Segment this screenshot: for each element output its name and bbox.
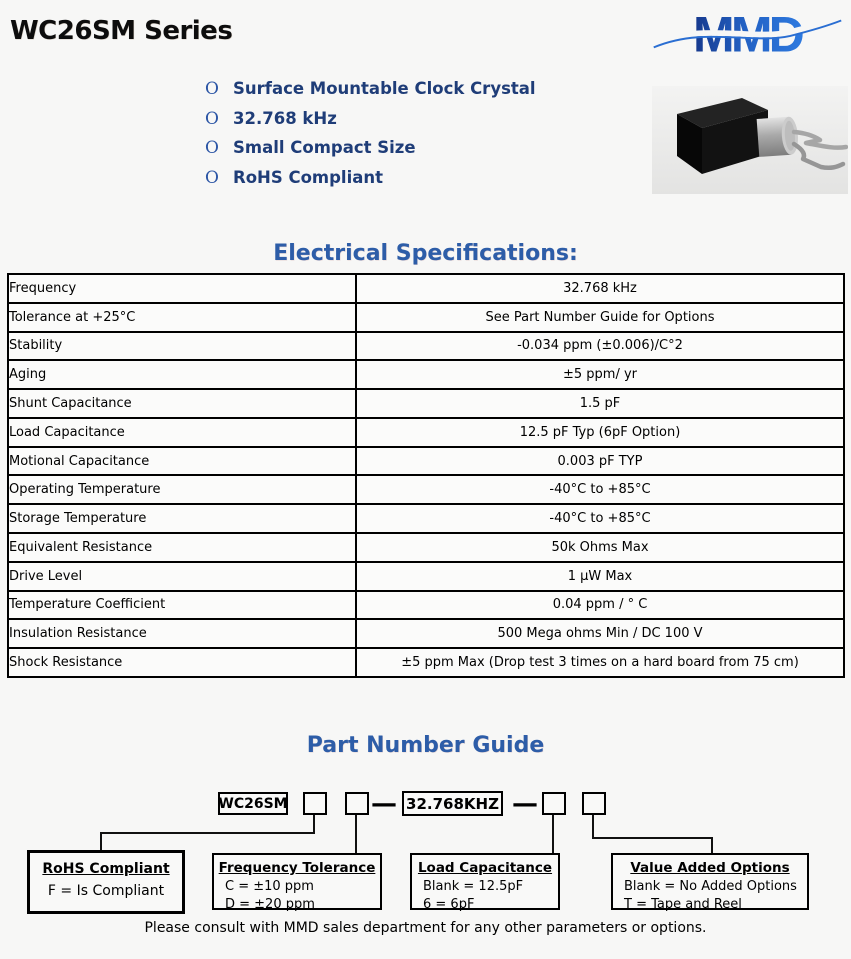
- spec-parameter: Drive Level: [8, 562, 356, 591]
- pn-field-rohs: [303, 792, 327, 815]
- spec-value: -40°C to +85°C: [356, 475, 844, 504]
- spec-row: [8, 648, 844, 677]
- spec-parameter: Tolerance at +25°C: [8, 303, 356, 332]
- spec-value: 32.768 kHz: [356, 274, 844, 303]
- bullet-icon: O: [205, 108, 219, 129]
- pn-separator-dash: —: [512, 789, 538, 819]
- feature-label: Small Compact Size: [233, 138, 416, 157]
- spec-value: ±5 ppm/ yr: [356, 360, 844, 389]
- option-line: 6 = 6pF: [423, 897, 475, 913]
- bullet-icon: O: [205, 138, 219, 158]
- spec-value: 0.003 pF TYP: [356, 447, 844, 476]
- spec-value: -40°C to +85°C: [356, 504, 844, 533]
- spec-value: 12.5 pF Typ (6pF Option): [356, 418, 844, 447]
- spec-row: [8, 447, 844, 476]
- spec-parameter: Operating Temperature: [8, 475, 356, 504]
- spec-row: [8, 360, 844, 389]
- electrical-specs-heading: Electrical Specifications:: [273, 241, 578, 266]
- option-line: T = Tape and Reel: [624, 897, 742, 913]
- spec-value: See Part Number Guide for Options: [356, 303, 844, 332]
- spec-parameter: Insulation Resistance: [8, 619, 356, 648]
- option-box-value-added-options: [611, 853, 809, 913]
- pn-field-value-added-options: [582, 792, 606, 815]
- feature-label: Surface Mountable Clock Crystal: [233, 79, 536, 98]
- part-number-guide-heading: Part Number Guide: [306, 733, 545, 758]
- spec-parameter: Load Capacitance: [8, 418, 356, 447]
- bullet-icon: O: [205, 79, 219, 99]
- option-title: Value Added Options: [630, 860, 790, 876]
- option-box-frequency-tolerance: [212, 853, 382, 913]
- spec-row: [8, 533, 844, 562]
- spec-value: 1.5 pF: [356, 389, 844, 418]
- pn-field-load-capacitance: [542, 792, 566, 815]
- option-title: Load Capacitance: [417, 860, 553, 876]
- electrical-specs-table: [7, 273, 845, 678]
- option-title: RoHS Compliant: [42, 861, 170, 877]
- option-line: C = ±10 ppm: [225, 879, 314, 894]
- spec-value: 1 µW Max: [356, 562, 844, 591]
- feature-list: [205, 79, 536, 197]
- option-box-load-capacitance: [410, 853, 560, 913]
- mmd-logo-text: MMD: [693, 8, 801, 58]
- feature-label: RoHS Compliant: [233, 167, 384, 187]
- spec-value: 50k Ohms Max: [356, 533, 844, 562]
- spec-row: [8, 332, 844, 361]
- option-box-rohs-compliant: [27, 850, 185, 914]
- spec-row: [8, 303, 844, 332]
- option-line: Blank = No Added Options: [624, 879, 797, 894]
- bullet-icon: O: [205, 167, 219, 188]
- feature-item: [205, 79, 536, 109]
- option-line: D = ±20 ppm: [225, 897, 315, 913]
- pn-field-frequency-tolerance: [345, 792, 369, 815]
- spec-parameter: Motional Capacitance: [8, 447, 356, 476]
- page-title: WC26SM Series: [10, 16, 233, 46]
- spec-parameter: Shunt Capacitance: [8, 389, 356, 418]
- spec-row: [8, 475, 844, 504]
- feature-item: [205, 168, 536, 198]
- spec-parameter: Stability: [8, 332, 356, 361]
- pn-prefix-box: WC26SM: [218, 792, 288, 815]
- feature-item: [205, 138, 536, 168]
- spec-row: [8, 591, 844, 620]
- option-title: Frequency Tolerance: [218, 860, 376, 876]
- feature-label: 32.768 kHz: [233, 108, 337, 128]
- option-line: Blank = 12.5pF: [423, 879, 524, 894]
- pn-frequency-box: 32.768KHZ: [402, 791, 503, 816]
- spec-parameter: Aging: [8, 360, 356, 389]
- pn-separator-dash: —: [371, 789, 397, 819]
- spec-parameter: Storage Temperature: [8, 504, 356, 533]
- spec-row: [8, 389, 844, 418]
- option-line: F = Is Compliant: [47, 883, 165, 899]
- spec-parameter: Temperature Coefficient: [8, 591, 356, 620]
- spec-row: [8, 274, 844, 303]
- footer-note: Please consult with MMD sales department for any other parameters or options.: [144, 920, 707, 936]
- spec-value: -0.034 ppm (±0.006)/C°2: [356, 332, 844, 361]
- spec-value: 500 Mega ohms Min / DC 100 V: [356, 619, 844, 648]
- mmd-logo: [648, 8, 846, 58]
- spec-parameter: Shock Resistance: [8, 648, 356, 677]
- spec-row: [8, 418, 844, 447]
- spec-parameter: Equivalent Resistance: [8, 533, 356, 562]
- product-photo: [652, 86, 848, 194]
- spec-value: ±5 ppm Max (Drop test 3 times on a hard board from 75 cm): [356, 648, 844, 677]
- feature-item: [205, 109, 536, 139]
- spec-value: 0.04 ppm / ° C: [356, 591, 844, 620]
- spec-row: [8, 619, 844, 648]
- spec-row: [8, 504, 844, 533]
- spec-parameter: Frequency: [8, 274, 356, 303]
- spec-row: [8, 562, 844, 591]
